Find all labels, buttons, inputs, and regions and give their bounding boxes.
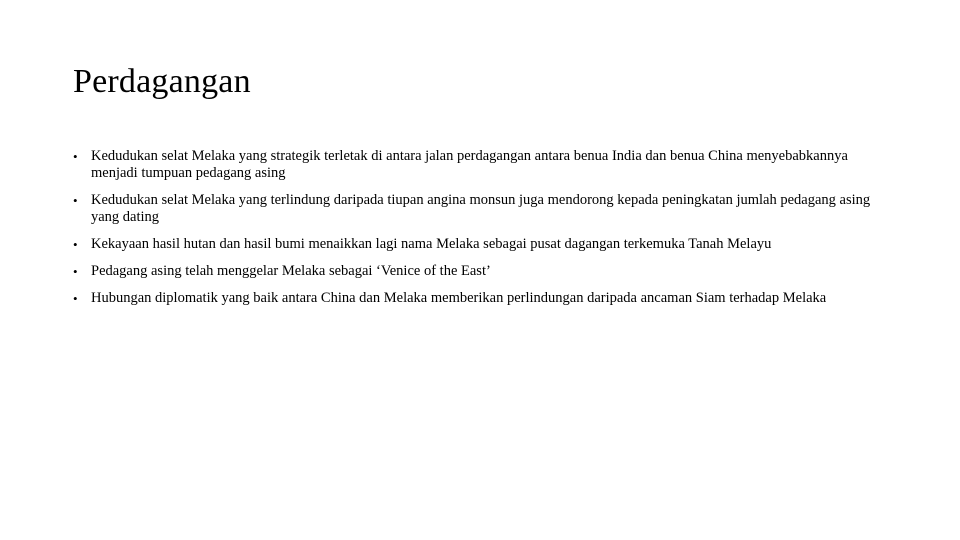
bullet-list xyxy=(73,148,873,317)
bullet-text: Hubungan diplomatik yang baik antara China dan Melaka memberikan perlindungan daripada ancaman Siam terhadap Melaka xyxy=(91,290,827,306)
bullet-item xyxy=(73,148,873,182)
bullet-item xyxy=(73,263,873,280)
bullet-text: Pedagang asing telah menggelar Melaka sebagai ‘Venice of the East’ xyxy=(91,263,491,279)
slide-title: Perdagangan xyxy=(73,63,251,100)
bullet-item xyxy=(73,290,873,307)
bullet-icon: • xyxy=(73,193,78,208)
bullet-icon: • xyxy=(73,264,78,279)
bullet-item xyxy=(73,192,873,226)
bullet-icon: • xyxy=(73,291,78,306)
bullet-icon: • xyxy=(73,149,78,164)
bullet-icon: • xyxy=(73,237,78,252)
bullet-text: Kedudukan selat Melaka yang strategik terletak di antara jalan perdagangan antara benua India dan benua China menyebabkannya menjadi tumpuan pedagang asing xyxy=(91,148,848,181)
bullet-text: Kedudukan selat Melaka yang terlindung daripada tiupan angina monsun juga mendorong kepada peningkatan jumlah pedagang asing yang dating xyxy=(91,192,871,225)
bullet-item xyxy=(73,236,873,253)
bullet-text: Kekayaan hasil hutan dan hasil bumi menaikkan lagi nama Melaka sebagai pusat dagangan terkemuka Tanah Melayu xyxy=(91,236,772,252)
